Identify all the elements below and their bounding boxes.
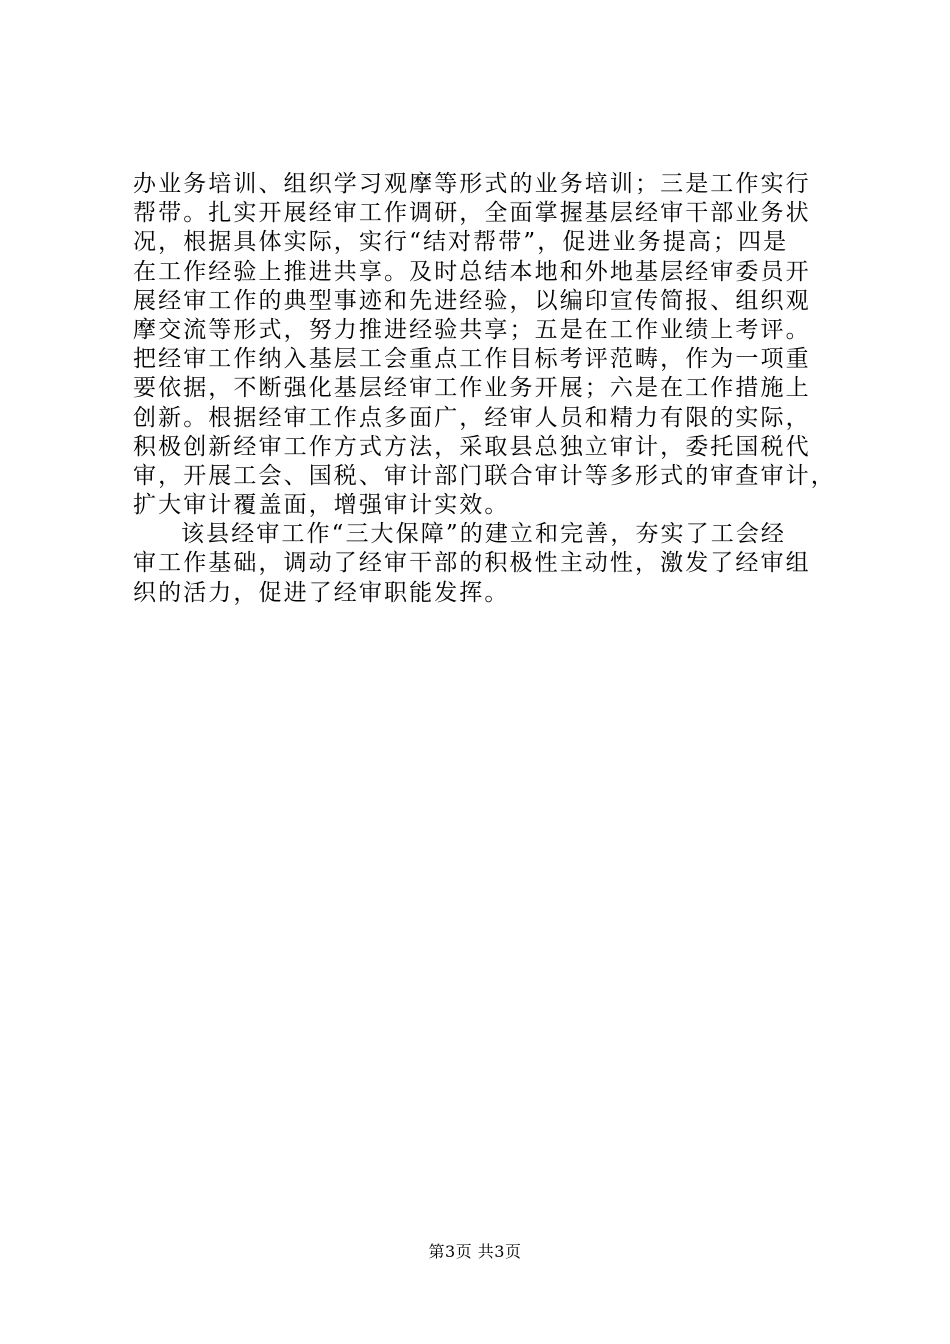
- paragraph-line: 帮带。扎实开展经审工作调研，全面掌握基层经审干部业务状: [133, 200, 811, 227]
- paragraph-line: 积极创新经审工作方式方法，采取县总独立审计，委托国税代: [133, 433, 811, 460]
- body-text: [133, 170, 853, 608]
- paragraph-line: 展经审工作的典型事迹和先进经验，以编印宣传简报、组织观: [133, 287, 811, 314]
- paragraph-line: 织的活力，促进了经审职能发挥。: [133, 579, 510, 606]
- paragraph-line: 审，开展工会、国税、审计部门联合审计等多形式的审查审计，: [133, 462, 836, 489]
- paragraph-line: 摩交流等形式，努力推进经验共享；五是在工作业绩上考评。: [133, 316, 811, 343]
- paragraph-line: 该县经审工作“三大保障”的建立和完善，夯实了工会经: [181, 521, 787, 548]
- paragraph-line: 创新。根据经审工作点多面广，经审人员和精力有限的实际，: [133, 404, 811, 431]
- paragraph-line: 扩大审计覆盖面，增强审计实效。: [133, 492, 510, 519]
- page-number-footer: 第3页 共3页: [428, 1242, 522, 1261]
- paragraph-line: 况，根据具体实际，实行“结对帮带”，促进业务提高；四是: [133, 229, 789, 256]
- paragraph-line: 办业务培训、组织学习观摩等形式的业务培训；三是工作实行: [133, 171, 811, 197]
- paragraph-line: 审工作基础，调动了经审干部的积极性主动性，激发了经审组: [133, 550, 811, 577]
- paragraph-line: 在工作经验上推进共享。及时总结本地和外地基层经审委员开: [133, 258, 811, 285]
- paragraph-line: 要依据，不断强化基层经审工作业务开展；六是在工作措施上: [133, 375, 811, 402]
- paragraph-line: 把经审工作纳入基层工会重点工作目标考评范畴，作为一项重: [133, 346, 811, 373]
